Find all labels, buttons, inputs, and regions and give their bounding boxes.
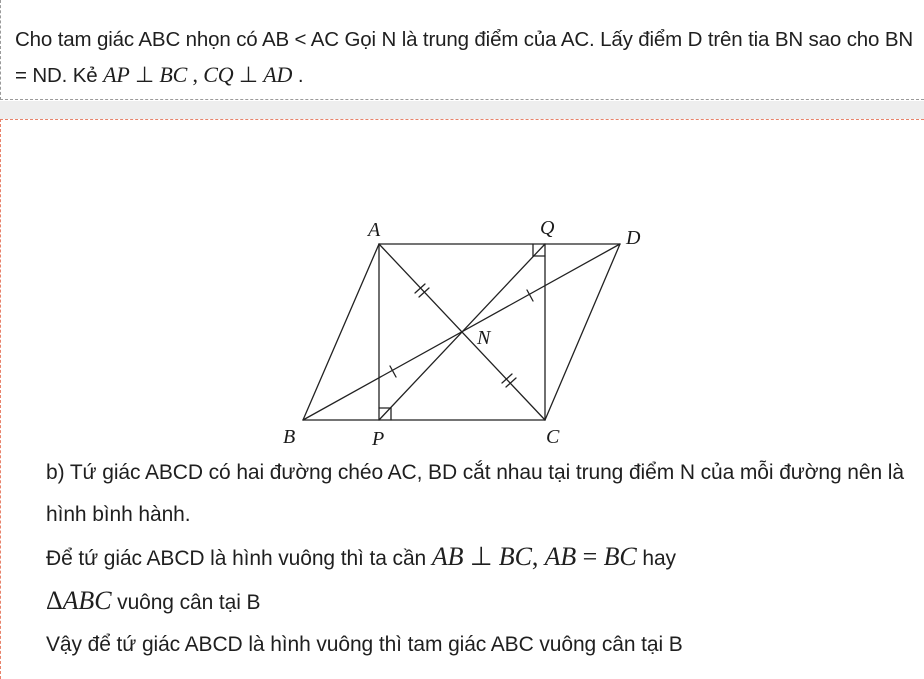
math-ab: AB: [431, 542, 464, 571]
perp-symbol: ⊥: [233, 62, 264, 87]
perp-symbol: ⊥: [129, 62, 160, 87]
segment-ab: [303, 244, 379, 420]
answer-line-2-text: Để tứ giác ABCD là hình vuông thì ta cần: [46, 547, 432, 570]
section-gap: [0, 101, 924, 119]
math-separator: ,: [531, 542, 545, 571]
math-separator: ,: [187, 62, 204, 87]
question-text-part: Cho tam giác ABC nhọn có AB < AC Gọi N là trung điểm của AC. Lấy điểm D trên tia BN sao cho BN = ND. Kẻ: [15, 28, 914, 87]
segment-cd: [545, 244, 620, 420]
question-text: [15, 22, 920, 93]
label-c: C: [546, 426, 560, 448]
math-bc: BC: [159, 62, 188, 87]
math-ab: AB: [544, 542, 577, 571]
math-bc: BC: [498, 542, 532, 571]
math-abc: ABC: [62, 586, 112, 615]
math-cq: CQ: [203, 62, 234, 87]
answer-line-2: [46, 536, 906, 580]
math-ap: AP: [103, 62, 130, 87]
question-box: [0, 0, 924, 100]
label-d: D: [626, 227, 641, 249]
equals-symbol: =: [576, 542, 604, 571]
label-a: A: [368, 219, 381, 241]
label-p: P: [372, 428, 385, 450]
answer-text: [46, 452, 906, 666]
geometry-svg: [270, 207, 670, 457]
geometry-figure: [270, 207, 670, 457]
answer-line-1: b) Tứ giác ABCD có hai đường chéo AC, BD cắt nhau tại trung điểm N của mỗi đường nên là hình bình hành.: [46, 461, 904, 526]
math-ad: AD: [263, 62, 293, 87]
label-b: B: [283, 426, 296, 448]
label-n: N: [477, 327, 491, 349]
perp-symbol: ⊥: [463, 542, 499, 571]
label-q: Q: [540, 217, 555, 239]
question-end: .: [292, 64, 304, 87]
delta-symbol: Δ: [46, 586, 63, 615]
answer-line-2-hay: hay: [636, 547, 676, 570]
answer-line-4: Vậy để tứ giác ABCD là hình vuông thì tam giác ABC vuông cân tại B: [46, 633, 683, 656]
answer-line-3-text: vuông cân tại B: [111, 591, 261, 614]
math-bc: BC: [603, 542, 637, 571]
answer-line-3: [46, 580, 906, 624]
